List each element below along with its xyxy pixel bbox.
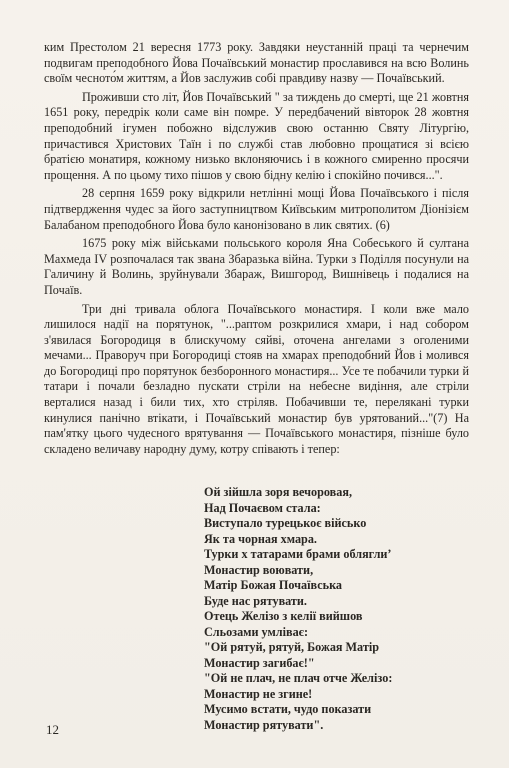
paragraph: Три дні тривала облога Почаївського монастиря. І коли вже мало лишилося надії на порятунок, "...раптом розкрилися хмари, і над собором з'явилася Богородиця в блискучому сяйві, оточена ангелами з оголеними мечами... Праворуч при Богородиці стояв на хмарах преподобний Йов і молився до Богородиці про порятунок безборонного монастиря... Усе те побачили турки й татари і почали безладно пускати стріли на небесне видіння, але стріли верталися назад і били тих, хто стріляв. Побачивши те, перелякані турки кинулися панічно втікати, і Почаївський монастир був урятований..."(7) На пам'ятку цього чудесного врятування — Почаївського монастиря, пізніше було складено величаву народну думу, котру співають і тепер: [44, 301, 469, 456]
poem-line: Матір Божая Почаївська [204, 578, 343, 592]
poem-line: Буде нас рятувати. [204, 593, 307, 608]
body-text [44, 40, 469, 460]
page-number: 12 [46, 722, 59, 737]
poem-line: Монастир загибає!" [204, 655, 315, 670]
poem-line: Турки х татарами брами обляглиʼ [204, 547, 392, 561]
paragraph: 1675 року між військами польського короля Яна Собеського й султана Махмеда IV розпочалася так звана Збаразька війна. Турки з Поділля посунули на Галичину й Волинь, зруйнували Збараж, Вишгород, Вишнівець і подалися на Почаїв. [44, 236, 469, 297]
poem-line: Монастир рятувати". [204, 717, 324, 732]
poem-line: Отець Желізо з келії вийшов [204, 609, 363, 623]
paragraph: Проживши сто літ, Йов Почаївський " за тиждень до смерті, ще 21 жовтня 1651 року, передрік коли саме він помре. У передбачений вівторок 28 жовтня преподобний ігумен побожно відслужив свою останню Святу Літургію, причастився Христових Таїн і по службі став любовно прощатися зі всією братією монатиря, кожному низько вклоняючись і в кожного смиренно просячи прощення. А по цьому тихо пішов у свою бідну келію і спокійно почився...". [44, 89, 469, 182]
poem-line: Мусимо встати, чудо показати [204, 702, 372, 716]
paragraph: ким Престолом 21 вересня 1773 року. Завдяки неустанній праці та чернечим подвигам преподобного Йова Почаївський монастир прославився на всю Волинь своїм чесното́м життям, а Йов заслужив собі правдиву назву — Почаївський. [44, 40, 469, 86]
poem-line: Монастир не згине! [204, 686, 313, 701]
poem-line: Виступало турецькоє військо [204, 516, 367, 530]
paragraph: 28 серпня 1659 року відкрили нетлінні мощі Йова Почаївського і після підтвердження чудес за його заступництвом Київським митрополитом Діонізієм Балабаном преподобного Йова було канонізовано в лик святих. (6) [44, 186, 469, 232]
poem-line: Ой зійшла зоря вечоровая, [204, 485, 352, 499]
poem-line: Сльозами умліває: [204, 624, 308, 639]
poem-line: Монастир воювати, [204, 562, 314, 577]
poem-line: "Ой рятуй, рятуй, Божая Матір [204, 640, 379, 654]
poem [204, 485, 444, 733]
poem-line: Як та чорная хмара. [204, 531, 317, 546]
poem-line: "Ой не плач, не плач отче Желізо: [204, 671, 393, 685]
poem-line: Над Почаєвом стала: [204, 500, 321, 515]
